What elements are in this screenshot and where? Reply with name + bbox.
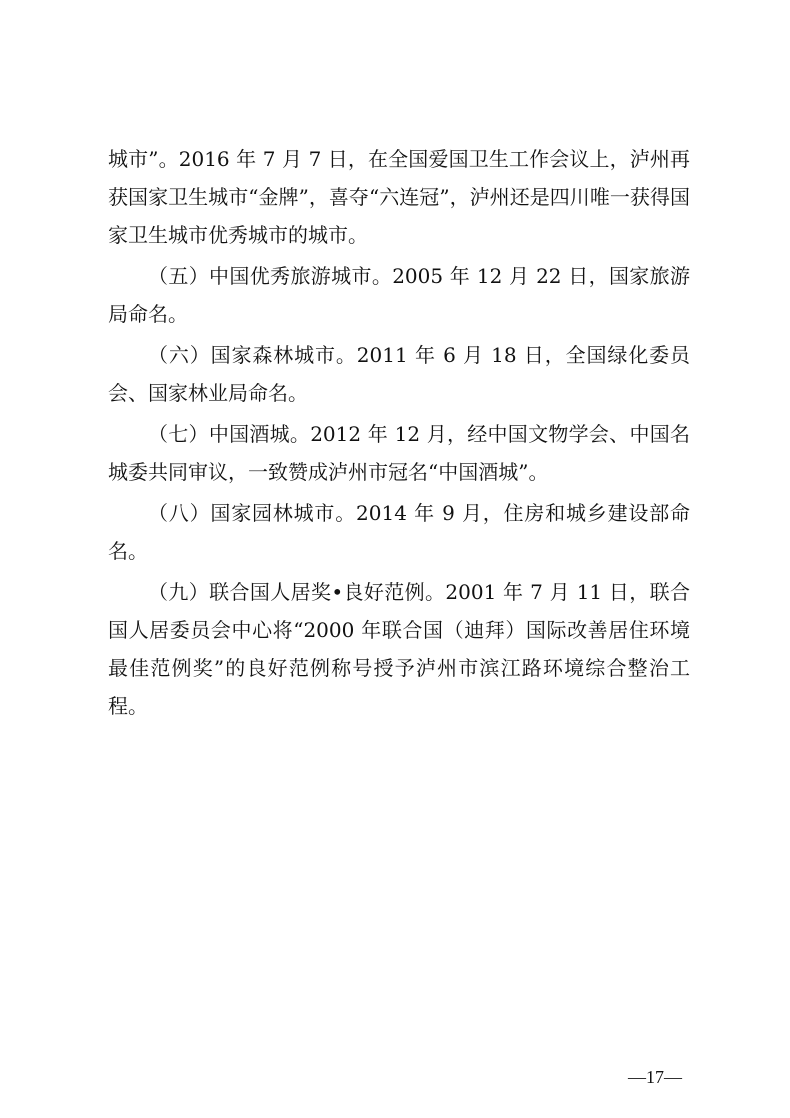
paragraph-forest-city: （六）国家森林城市。2011 年 6 月 18 日，全国绿化委员会、国家林业局命名。 <box>108 343 690 405</box>
paragraph-garden-city: （八）国家园林城市。2014 年 9 月，住房和城乡建设部命名。 <box>108 501 690 563</box>
paragraph-un-habitat-award: （九）联合国人居奖•良好范例。2001 年 7 月 11 日，联合国人居委员会中心将“2000 年联合国（迪拜）国际改善居住环境最佳范例奖”的良好范例称号授予泸州市滨江路环境综合整治工程。 <box>108 580 690 718</box>
page-number: —17— <box>628 1067 682 1087</box>
document-body <box>108 140 690 725</box>
paragraph-tourism-city: （五）中国优秀旅游城市。2005 年 12 月 22 日，国家旅游局命名。 <box>108 264 690 326</box>
paragraph-liquor-city: （七）中国酒城。2012 年 12 月，经中国文物学会、中国名城委共同审议，一致赞成泸州市冠名“中国酒城”。 <box>108 422 690 484</box>
paragraph-continued-city-hygiene: 城市”。2016 年 7 月 7 日，在全国爱国卫生工作会议上，泸州再获国家卫生城市“金牌”，喜夺“六连冠”，泸州还是四川唯一获得国家卫生城市优秀城市的城市。 <box>108 147 690 247</box>
